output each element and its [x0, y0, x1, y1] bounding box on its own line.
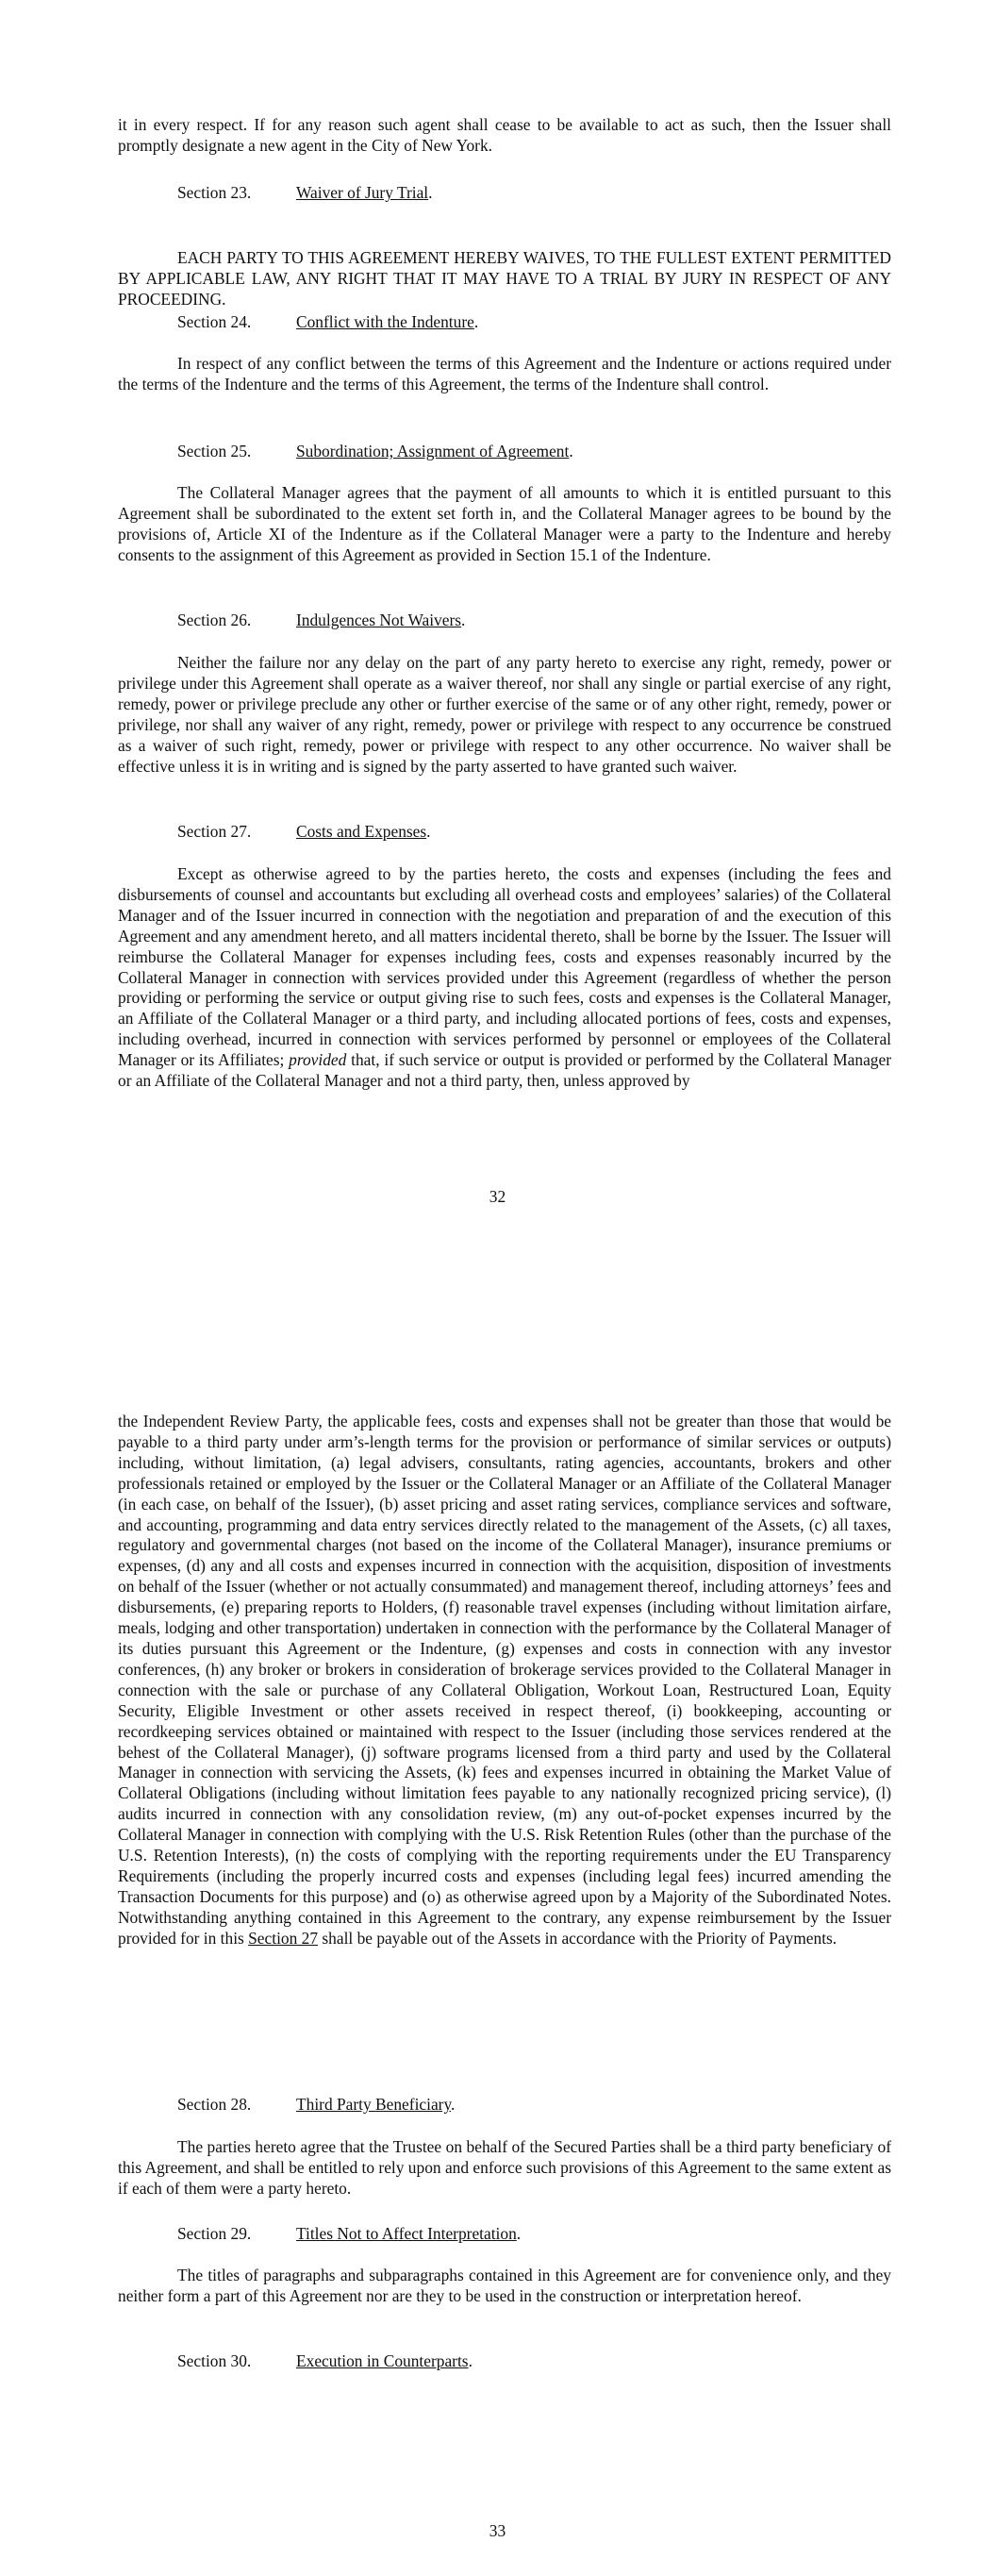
section-25-body: The Collateral Manager agrees that the payment of all amounts to which it is entitled pursuant to this Agreement shall be subordinated to the extent set forth in, and the Collateral Manager agrees to be bound by the provisions of, Article XI of the Indenture as if the Collateral Manager were a party to the Indenture and hereby consents to the assignment of this Agreement as provided in Section 15.1 of the Indenture. — [118, 483, 891, 564]
paragraph-continuation: it in every respect. If for any reason such agent shall cease to be available to act as such, then the Issuer shall promptly designate a new agent in the City of New York. — [118, 115, 891, 155]
section-title: Conflict with the Indenture — [296, 312, 474, 331]
page-number: 32 — [489, 1187, 506, 1206]
section-title: Costs and Expenses — [296, 822, 427, 841]
section-26-body: Neither the failure nor any delay on the part of any party hereto to exercise any right, remedy, power or privilege under this Agreement shall operate as a waiver thereof, nor shall any single or partial exercise of any right, remedy, power or privilege preclude any other or further exercise of the same or of any other right, remedy, power or privilege, nor shall any waiver of any right, remedy, power or privilege with respect to any occurrence be construed as a waiver of such right, remedy, power or privilege with respect to any other occurrence. No waiver shall be effective unless it is in writing and is signed by the party asserted to have granted such waiver. — [118, 653, 891, 776]
section-27-heading: Section 27. Costs and Expenses. — [177, 822, 431, 841]
section-23-body: EACH PARTY TO THIS AGREEMENT HEREBY WAIVES, TO THE FULLEST EXTENT PERMITTED BY APPLICABLE LAW, ANY RIGHT THAT IT MAY HAVE TO A TRIAL BY JURY IN RESPECT OF ANY PROCEEDING. — [118, 248, 891, 309]
section-28-heading: Section 28. Third Party Beneficiary. — [177, 2095, 456, 2114]
section-number: Section 28. — [177, 2095, 252, 2114]
section-number: Section 24. — [177, 312, 252, 331]
section-title: Waiver of Jury Trial — [296, 183, 429, 202]
section-number: Section 26. — [177, 611, 252, 629]
page-32 — [0, 0, 995, 1264]
section-number: Section 30. — [177, 2351, 252, 2370]
page-number: 33 — [489, 2521, 506, 2540]
section-number: Section 23. — [177, 183, 252, 202]
section-25-heading: Section 25. Subordination; Assignment of Agreement. — [177, 442, 573, 460]
section-title: Third Party Beneficiary — [296, 2095, 452, 2114]
section-number: Section 27. — [177, 822, 252, 841]
italic-provided: provided — [289, 1050, 347, 1070]
section-number: Section 25. — [177, 442, 252, 460]
section-title: Titles Not to Affect Interpretation — [296, 2224, 517, 2243]
section-29-heading: Section 29. Titles Not to Affect Interpretation. — [177, 2224, 522, 2243]
section-27-body-continued: the Independent Review Party, the applicable fees, costs and expenses shall not be greater than those that would be payable to a third party under arm’s-length terms for the provision or performance of similar services or outputs) including, without limitation, (a) legal advisers, consultants, rating agencies, accountants, brokers and other professionals retained or employed by the Issuer or the Collateral Manager or an Affiliate of the Collateral Manager (in each case, on behalf of the Issuer), (b) asset pricing and asset rating services, compliance services and software, and accounting, programming and data entry services directly related to the management of the Assets, (c) all taxes, regulatory and governmental charges (not based on the income of the Collateral Manager), insurance premiums or expenses, (d) any and all costs and expenses incurred in connection with the acquisition, disposition of investments on behalf of the Issuer (whether or not actually consummated) and management thereof, including attorneys’ fees and disbursements, (e) preparing reports to Holders, (f) reasonable travel expenses (including without limitation airfare, meals, lodging and other transportation) undertaken in connection with the performance by the Collateral Manager of its duties pursuant this Agreement or the Indenture, (g) expenses and costs in connection with any investor conferences, (h) any broker or brokers in consideration of brokerage services provided to the Collateral Manager in connection with the sale or purchase of any Collateral Obligation, Workout Loan, Restructured Loan, Equity Security, Eligible Investment or other assets received in respect thereof, (i) bookkeeping, accounting or recordkeeping services obtained or maintained with respect to the Issuer (including those services rendered at the behest of the Collateral Manager), (j) software programs licensed from a third party and used by the Collateral Manager in connection with servicing the Assets, (k) fees and expenses incurred in obtaining the Market Value of Collateral Obligations (including without limitation fees payable to any nationally recognized pricing service), (l) audits incurred in connection with any consolidation review, (m) any out-of-pocket expenses incurred by the Collateral Manager in connection with complying with the U.S. Risk Retention Rules (other than the purchase of the U.S. Retention Interests), (n) the costs of complying with the reporting requirements under the EU Transparency Requirements (including the properly incurred costs and expenses (including legal fees) incurred amending the Transaction Documents for this purpose) and (o) as otherwise agreed upon by a Majority of the Subordinated Notes. Notwithstanding anything contained in this Agreement to the contrary, any expense reimbursement by the Issuer provided for in this Section 27 shall be payable out of the Assets in accordance with the Priority of Payments. — [118, 1412, 891, 1948]
section-29-body: The titles of paragraphs and subparagraphs contained in this Agreement are for convenience only, and they neither form a part of this Agreement nor are they to be used in the construction or interpretation hereof. — [118, 2266, 891, 2305]
section-27-body: Except as otherwise agreed to by the parties hereto, the costs and expenses (including the fees and disbursements of counsel and accountants but excluding all overhead costs and employees’ salaries) of the Collateral Manager and of the Issuer incurred in connection with the negotiation and preparation of and the execution of this Agreement and any amendment hereto, and all matters incidental thereto, shall be borne by the Issuer. The Issuer will reimburse the Collateral Manager for expenses including fees, costs and expenses reasonably incurred by the Collateral Manager in connection with services provided under this Agreement (regardless of whether the person providing or performing the service or output giving rise to such fees, costs and expenses is the Collateral Manager, an Affiliate of the Collateral Manager or a third party, and including allocated portions of fees, costs and expenses, including overhead, incurred in connection with services performed by personnel or employees of the Collateral Manager or its Affiliates; provided that, if such service or output is provided or performed by the Collateral Manager or an Affiliate of the Collateral Manager and not a third party, then, unless approved by — [118, 864, 891, 1091]
section-23-heading: Section 23. Waiver of Jury Trial. — [177, 183, 433, 202]
section-title: Subordination; Assignment of Agreement — [296, 442, 570, 460]
section-24-heading: Section 24. Conflict with the Indenture. — [177, 312, 479, 331]
section-title: Execution in Counterparts — [296, 2351, 469, 2370]
section-24-body: In respect of any conflict between the terms of this Agreement and the Indenture or actions required under the terms of the Indenture and the terms of this Agreement, the terms of the Indenture shall control. — [118, 354, 891, 393]
section-28-body: The parties hereto agree that the Trustee on behalf of the Secured Parties shall be a third party beneficiary of this Agreement, and shall be entitled to rely upon and enforce such provisions of this Agreement to the same extent as if each of them were a party hereto. — [118, 2137, 891, 2198]
section-30-heading: Section 30. Execution in Counterparts. — [177, 2351, 473, 2370]
section-title: Indulgences Not Waivers — [296, 611, 462, 629]
section-27-reference: Section 27 — [248, 1928, 319, 1948]
section-26-heading: Section 26. Indulgences Not Waivers. — [177, 611, 466, 629]
section-number: Section 29. — [177, 2224, 252, 2243]
page-33 — [0, 1264, 995, 2576]
